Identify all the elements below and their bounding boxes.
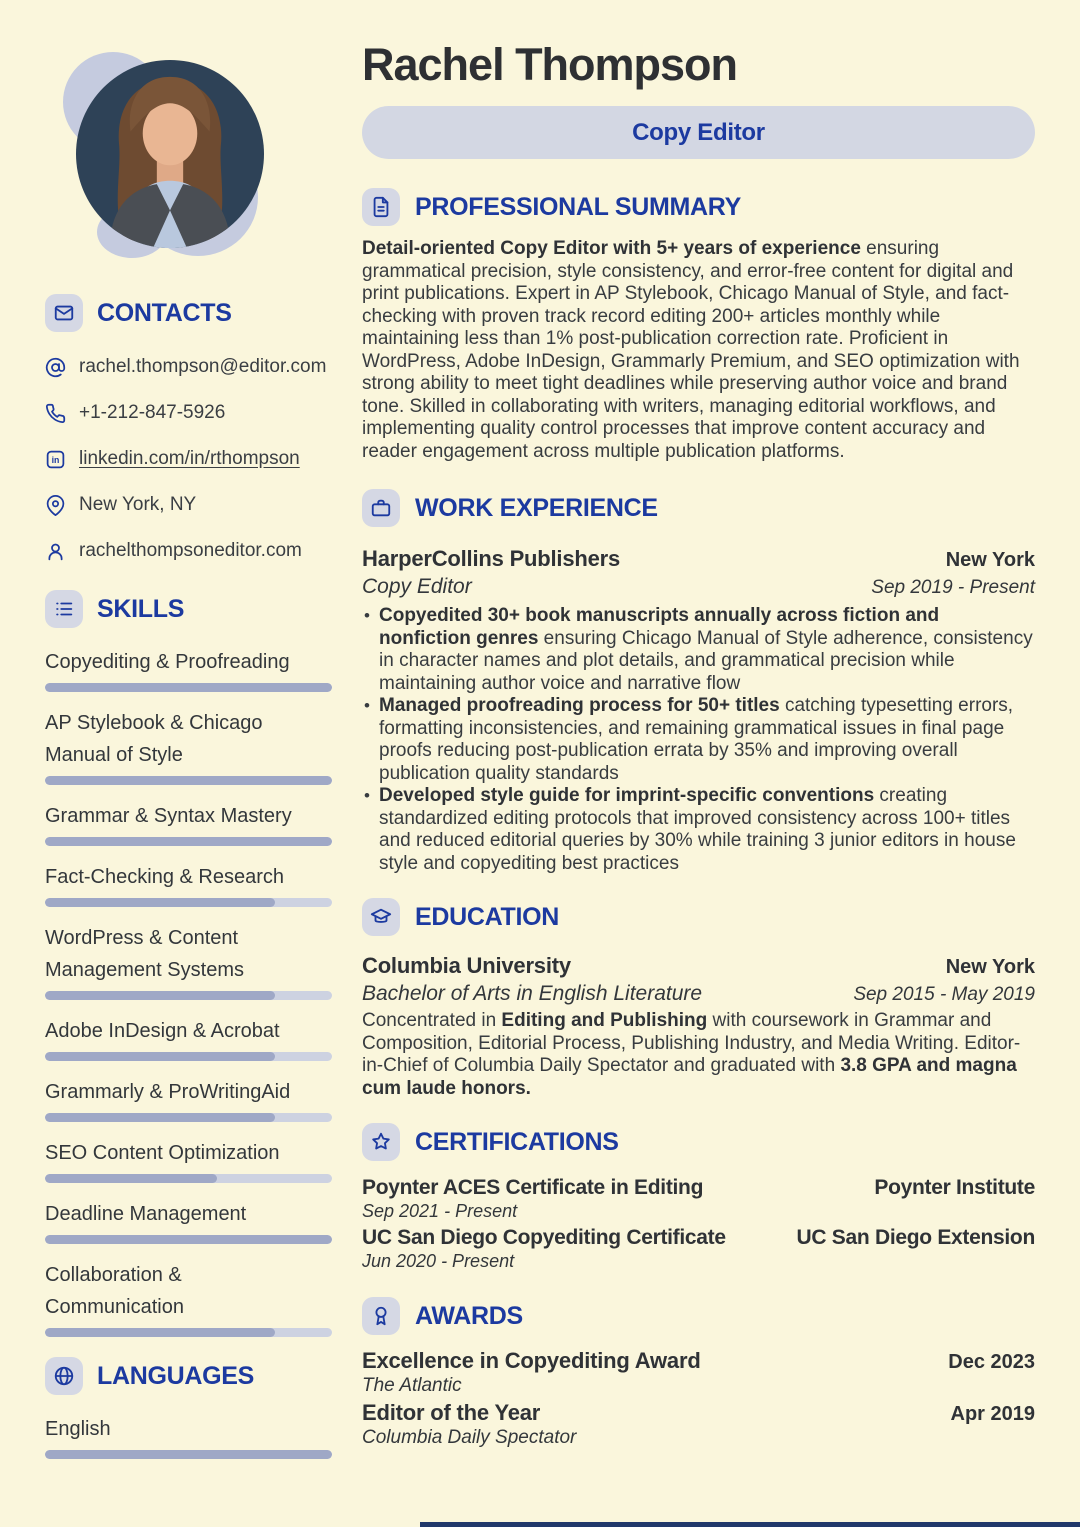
contact-phone-text: +1-212-847-5926 <box>79 402 226 423</box>
at-sign-icon <box>45 357 66 378</box>
experience-bullet: • Copyedited 30+ book manuscripts annually across fiction and nonfiction genres ensuring Chicago Manual of Style adherence, consistency in character names and plot details, and grammatical precision while maintaining author voice and narrative flow <box>362 605 1035 695</box>
skill-bar <box>45 1235 332 1244</box>
language-bar <box>45 1450 332 1459</box>
skill-label: Collaboration & Communication <box>45 1264 184 1318</box>
skill-bar <box>45 1174 332 1183</box>
document-icon <box>362 188 400 226</box>
contact-linkedin-text: linkedin.com/in/rthompson <box>79 448 300 469</box>
skills-section-header <box>45 590 345 628</box>
job-title-pill <box>362 106 1035 159</box>
education-entry <box>362 953 1035 1100</box>
job-role: Copy Editor <box>362 575 472 598</box>
star-icon <box>362 1123 400 1161</box>
education-title: EDUCATION <box>415 902 560 931</box>
job-title: Copy Editor <box>632 118 765 146</box>
company-name: HarperCollins Publishers <box>362 546 621 571</box>
briefcase-icon <box>362 489 400 527</box>
language-label: English <box>45 1418 111 1440</box>
education-section-header <box>362 898 1035 936</box>
summary-title: PROFESSIONAL SUMMARY <box>415 192 741 221</box>
summary-body: ensuring grammatical precision, style consistency, and error-free content for digital and print publications. Expert in AP Stylebook, Chicago Manual of Style, and fact-checking with proven track record editing 200+ articles monthly while maintaining less than 1% post-publication correction rate. Proficient in WordPress, Adobe InDesign, Grammarly Premium, and SEO optimization with strong ability to meet tight deadlines while preserving author voice and brand tone. Skilled in collaborating with writers, managing editorial workflows, and implementing quality control processes that improve content accuracy and reader engagement across multiple publication platforms. <box>362 238 1020 462</box>
language-item <box>45 1413 345 1459</box>
contact-email[interactable] <box>45 354 345 380</box>
list-icon <box>45 590 83 628</box>
contact-phone[interactable] <box>45 400 345 426</box>
degree-name: Bachelor of Arts in English Literature <box>362 982 703 1005</box>
skill-bar <box>45 1052 332 1061</box>
skills-title: SKILLS <box>97 594 185 623</box>
skill-item <box>45 1137 345 1183</box>
job-dates: Sep 2019 - Present <box>871 577 1035 598</box>
contact-linkedin[interactable] <box>45 446 345 472</box>
summary-paragraph <box>362 238 1035 463</box>
education-dates: Sep 2015 - May 2019 <box>853 984 1035 1005</box>
skill-item <box>45 861 345 907</box>
certification-org: Poynter Institute <box>874 1176 1035 1199</box>
summary-lead: Detail-oriented Copy Editor with 5+ years of experience <box>362 238 861 259</box>
skill-label: WordPress & Content Management Systems <box>45 927 244 981</box>
contacts-title: CONTACTS <box>97 298 232 327</box>
languages-title: LANGUAGES <box>97 1361 255 1390</box>
main-column <box>362 0 1035 1449</box>
award-org: The Atlantic <box>362 1375 462 1396</box>
awards-section-header <box>362 1297 1035 1335</box>
skill-label: Fact-Checking & Research <box>45 866 284 888</box>
skill-bar <box>45 991 332 1000</box>
profile-photo-area <box>45 38 345 260</box>
contact-list <box>45 354 345 564</box>
certification-dates: Jun 2020 - Present <box>362 1251 515 1271</box>
skill-bar <box>45 837 332 846</box>
languages-section-header <box>45 1357 345 1395</box>
certification-entry <box>362 1226 1035 1272</box>
skill-item <box>45 1259 345 1337</box>
certifications-title: CERTIFICATIONS <box>415 1127 619 1156</box>
award-date: Apr 2019 <box>950 1403 1035 1425</box>
skill-item <box>45 922 345 1000</box>
skill-label: SEO Content Optimization <box>45 1142 280 1164</box>
experience-bullets <box>362 605 1035 875</box>
envelope-icon <box>45 294 83 332</box>
language-list <box>45 1413 345 1459</box>
skill-item <box>45 1015 345 1061</box>
experience-entry <box>362 546 1035 875</box>
certification-dates: Sep 2021 - Present <box>362 1201 518 1221</box>
summary-section-header <box>362 188 1035 226</box>
skill-bar <box>45 1113 332 1122</box>
contact-website[interactable] <box>45 538 345 564</box>
skill-label: AP Stylebook & Chicago Manual of Style <box>45 712 263 766</box>
location-pin-icon <box>45 495 66 516</box>
skill-item <box>45 800 345 846</box>
svg-text:in: in <box>51 454 60 465</box>
company-location: New York <box>945 549 1035 571</box>
award-date: Dec 2023 <box>948 1351 1035 1373</box>
skill-bar <box>45 898 332 907</box>
award-entry <box>362 1348 1035 1397</box>
contact-website-text: rachelthompsoneditor.com <box>79 540 302 561</box>
globe-icon <box>45 1357 83 1395</box>
contacts-section-header <box>45 294 345 332</box>
certification-org: UC San Diego Extension <box>796 1226 1035 1249</box>
certifications-section-header <box>362 1123 1035 1161</box>
skill-bar <box>45 1328 332 1337</box>
award-ribbon-icon <box>362 1297 400 1335</box>
page-bottom-bar <box>420 1522 1080 1527</box>
sidebar <box>45 0 345 1474</box>
contact-email-text: rachel.thompson@editor.com <box>79 356 327 377</box>
award-org: Columbia Daily Spectator <box>362 1427 577 1448</box>
skill-label: Adobe InDesign & Acrobat <box>45 1020 280 1042</box>
skill-item <box>45 1076 345 1122</box>
profile-photo <box>76 60 264 248</box>
award-name: Editor of the Year <box>362 1400 541 1425</box>
skill-bar <box>45 683 332 692</box>
school-name: Columbia University <box>362 953 571 978</box>
experience-title: WORK EXPERIENCE <box>415 493 658 522</box>
skill-label: Copyediting & Proofreading <box>45 651 290 673</box>
phone-icon <box>45 403 66 424</box>
contact-location <box>45 492 345 518</box>
skill-label: Grammar & Syntax Mastery <box>45 805 292 827</box>
certification-entry <box>362 1176 1035 1222</box>
awards-title: AWARDS <box>415 1301 523 1330</box>
linkedin-icon <box>45 449 66 470</box>
certification-name: Poynter ACES Certificate in Editing <box>362 1176 704 1199</box>
certification-name: UC San Diego Copyediting Certificate <box>362 1226 726 1249</box>
skill-list <box>45 646 345 1337</box>
experience-bullet: • Developed style guide for imprint-specific conventions creating standardized editing protocols that improved consistency across 100+ titles and reduced editorial queries by 30% while training 3 junior editors in house style and copyediting best practices <box>362 785 1035 875</box>
skill-item <box>45 1198 345 1244</box>
skill-item <box>45 646 345 692</box>
experience-section-header <box>362 489 1035 527</box>
graduation-cap-icon <box>362 898 400 936</box>
person-icon <box>45 541 66 562</box>
award-entry <box>362 1400 1035 1449</box>
education-description: Concentrated in Editing and Publishing with coursework in Grammar and Composition, Editorial Process, Publishing Industry, and Media Writing. Editor-in-Chief of Columbia Daily Spectator and graduated with 3.8 GPA and magna cum laude honors. <box>362 1010 1021 1099</box>
contact-location-text: New York, NY <box>79 494 197 515</box>
skill-label: Grammarly & ProWritingAid <box>45 1081 291 1103</box>
skill-label: Deadline Management <box>45 1203 247 1225</box>
person-name: Rachel Thompson <box>362 39 738 90</box>
experience-bullet: • Managed proofreading process for 50+ titles catching typesetting errors, formatting inconsistencies, and remaining grammatical issues in final page proofs reducing post-publication errata by 35% and improving overall publication quality standards <box>362 695 1035 785</box>
school-location: New York <box>945 956 1035 978</box>
skill-bar <box>45 776 332 785</box>
skill-item <box>45 707 345 785</box>
award-name: Excellence in Copyediting Award <box>362 1348 701 1373</box>
